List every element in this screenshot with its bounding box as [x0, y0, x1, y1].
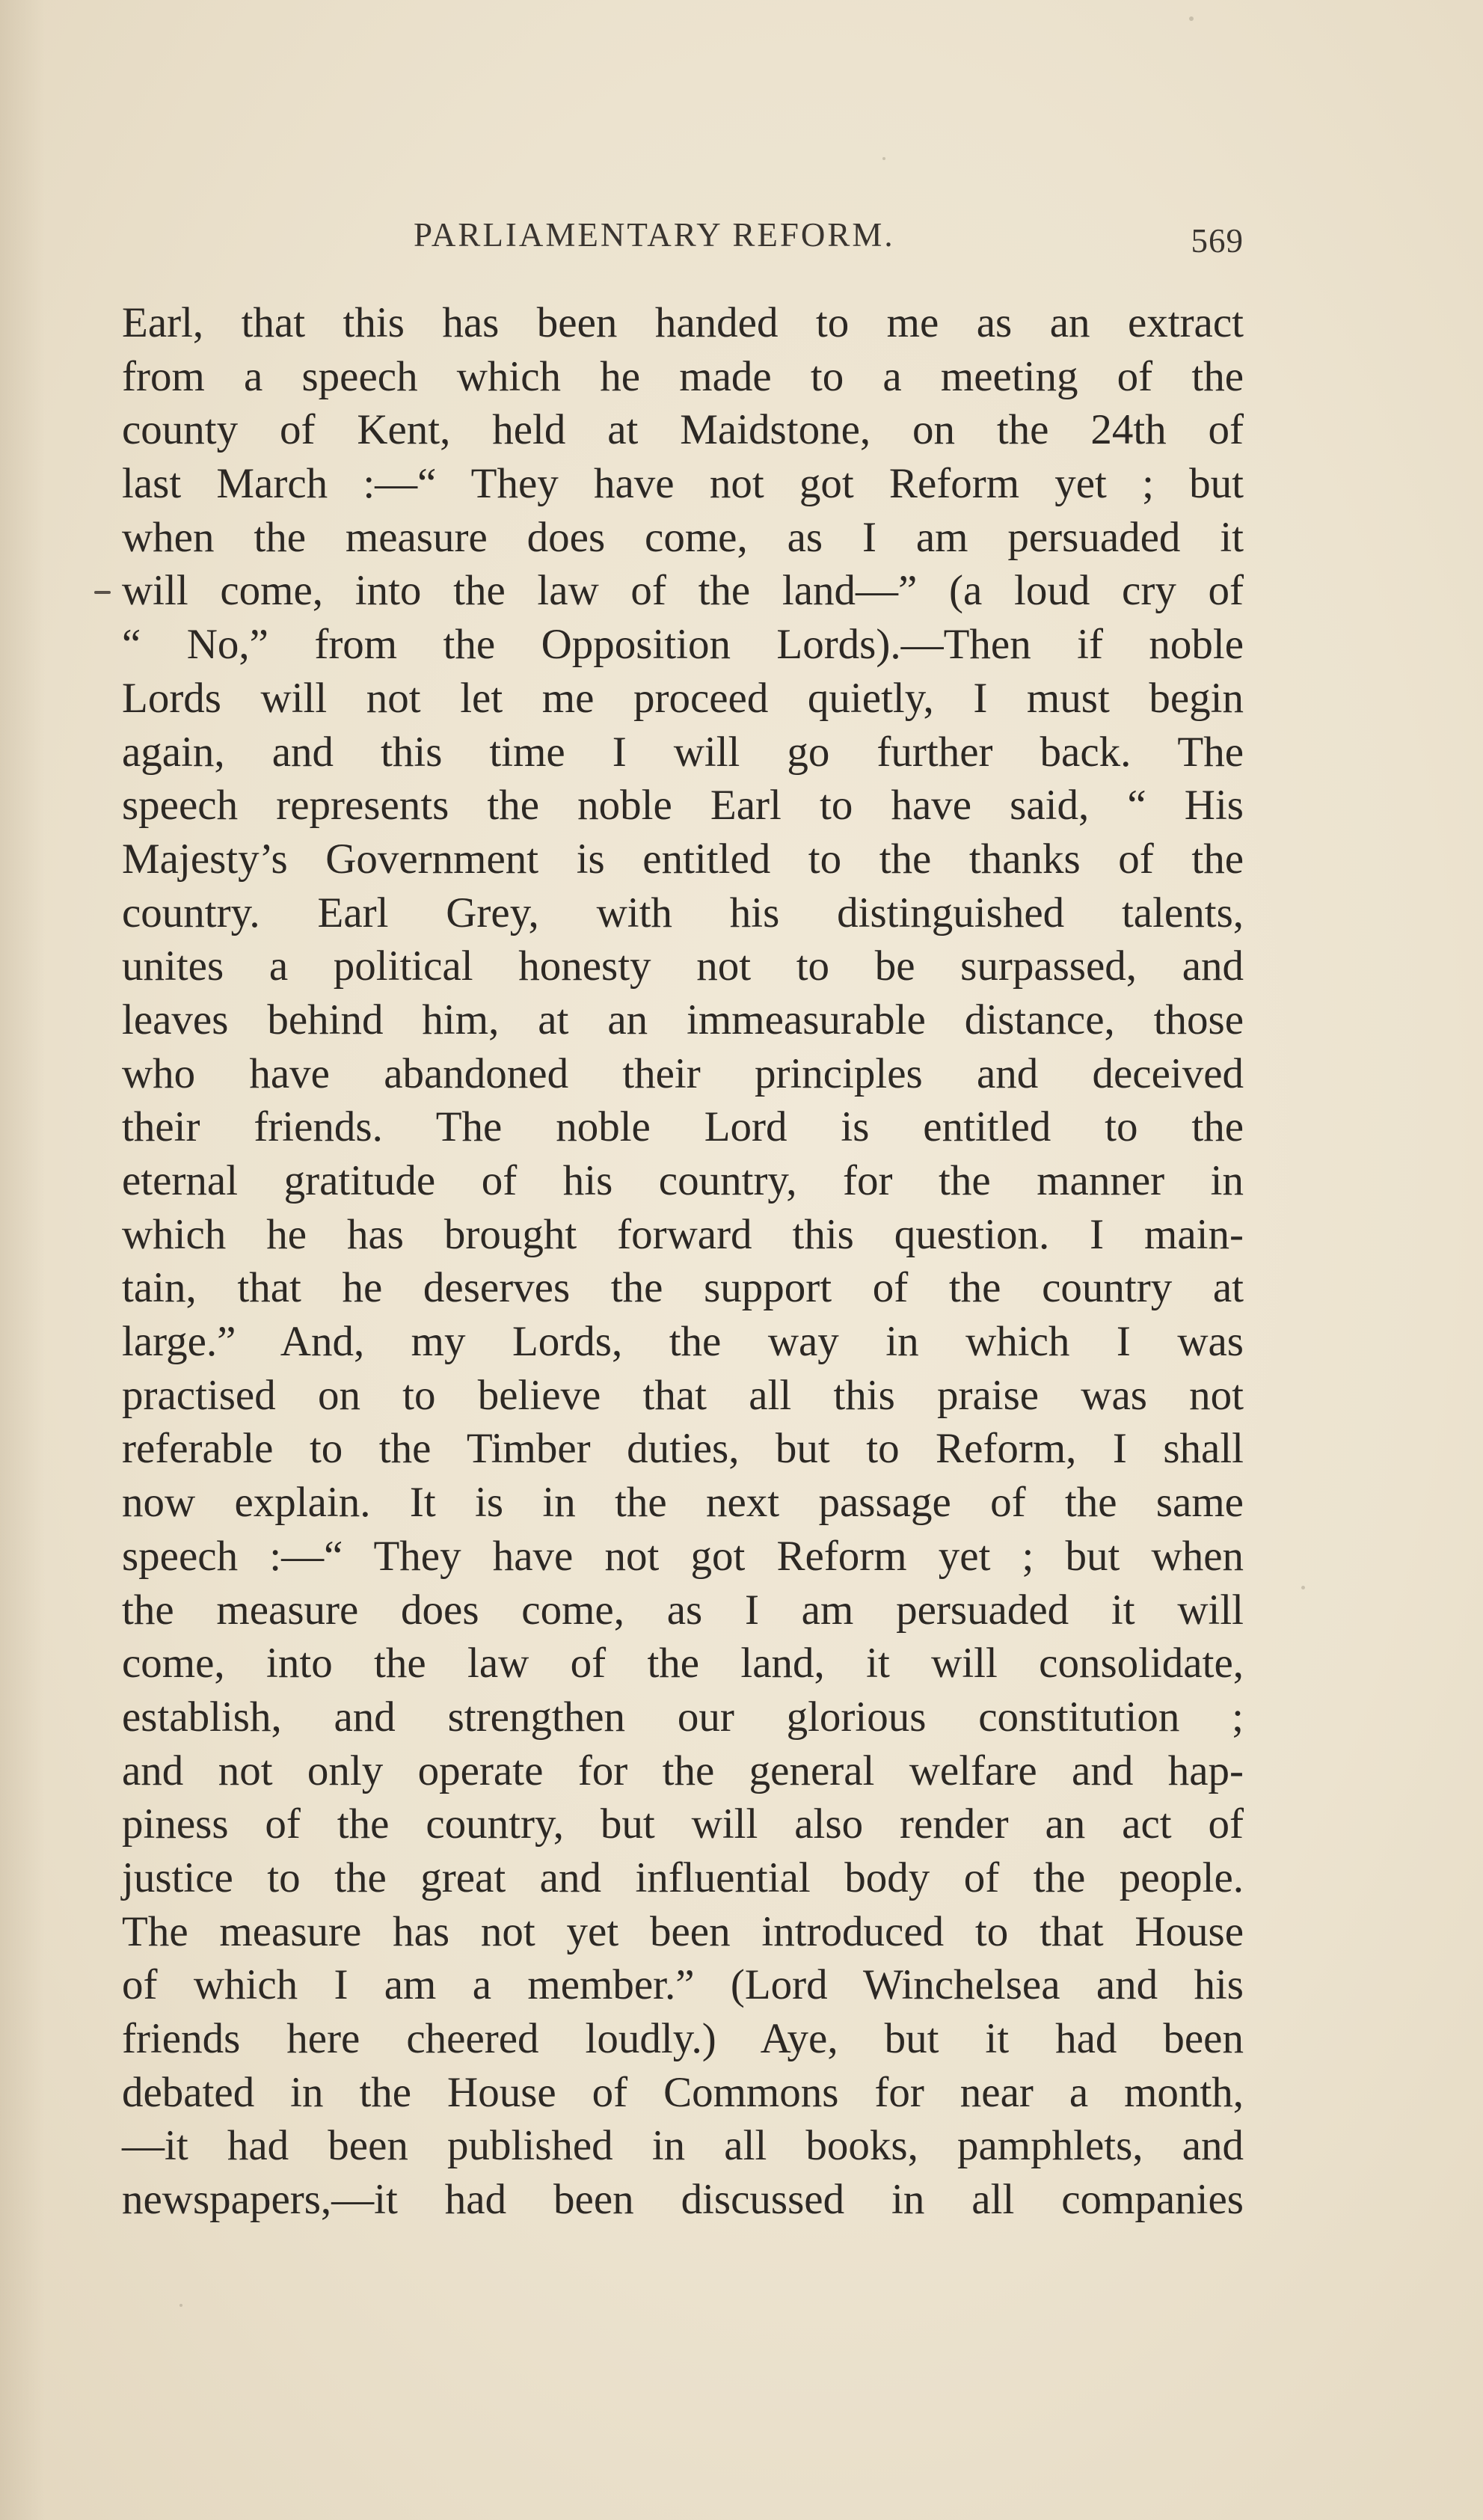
- text-line: which he has brought forward this question. I main-: [122, 1210, 1244, 1258]
- paper-speck: [1301, 1586, 1305, 1589]
- text-line: their friends. The noble Lord is entitled to the: [122, 1103, 1244, 1151]
- text-line: the measure does come, as I am persuaded it will: [122, 1586, 1244, 1634]
- text-line: Majesty’s Government is entitled to the thanks of the: [122, 835, 1244, 883]
- paper-speck: [1189, 16, 1194, 21]
- running-head-title: PARLIAMENTARY REFORM.: [414, 216, 895, 254]
- text-line: justice to the great and influential body of the people.: [122, 1854, 1244, 1901]
- text-line: country. Earl Grey, with his distinguished talents,: [122, 889, 1244, 936]
- text-line: speech :—“ They have not got Reform yet ; but when: [122, 1532, 1244, 1580]
- text-line: Lords will not let me proceed quietly, I must begin: [122, 674, 1244, 722]
- text-line: referable to the Timber duties, but to Reform, I shall: [122, 1425, 1244, 1473]
- paper-speck: [179, 2304, 182, 2307]
- page-number: 569: [1191, 222, 1244, 260]
- text-line: when the measure does come, as I am persuaded it: [122, 513, 1244, 561]
- text-line: who have abandoned their principles and deceived: [122, 1049, 1244, 1097]
- text-line: of which I am a member.” (Lord Winchelsea and his: [122, 1961, 1244, 2009]
- text-line: from a speech which he made to a meeting of the: [122, 352, 1244, 400]
- text-line: —it had been published in all books, pamphlets, and: [122, 2122, 1244, 2170]
- text-line: “ No,” from the Opposition Lords).—Then if noble: [122, 621, 1244, 669]
- text-line: practised on to believe that all this praise was not: [122, 1371, 1244, 1419]
- text-line: eternal gratitude of his country, for the manner in: [122, 1157, 1244, 1204]
- text-line: last March :—“ They have not got Reform yet ; but: [122, 460, 1244, 508]
- text-line: speech represents the noble Earl to have said, “ His: [122, 782, 1244, 830]
- body-text: [122, 296, 1244, 2227]
- text-line: piness of the country, but will also render an act of: [122, 1800, 1244, 1848]
- text-line: will come, into the law of the land—” (a loud cry of: [122, 567, 1244, 615]
- text-line: leaves behind him, at an immeasurable distance, those: [122, 996, 1244, 1043]
- text-line: newspapers,—it had been discussed in all companies: [122, 2176, 1244, 2224]
- text-line: tain, that he deserves the support of the country at: [122, 1264, 1244, 1312]
- text-line: county of Kent, held at Maidstone, on the 24th of: [122, 406, 1244, 454]
- text-line: large.” And, my Lords, the way in which I was: [122, 1318, 1244, 1366]
- text-line: unites a political honesty not to be surpassed, and: [122, 942, 1244, 990]
- text-line: come, into the law of the land, it will consolidate,: [122, 1640, 1244, 1687]
- text-line: now explain. It is in the next passage of the same: [122, 1479, 1244, 1527]
- page-fold-shadow: [0, 0, 45, 2520]
- text-line: establish, and strengthen our glorious constitution ;: [122, 1693, 1244, 1741]
- text-line: again, and this time I will go further back. The: [122, 728, 1244, 776]
- text-line: debated in the House of Commons for near a month,: [122, 2068, 1244, 2116]
- text-line: Earl, that this has been handed to me as an extract: [122, 299, 1244, 346]
- paper-speck: [882, 157, 885, 160]
- text-line: The measure has not yet been introduced to that House: [122, 1907, 1244, 1955]
- text-line: friends here cheered loudly.) Aye, but it had been: [122, 2015, 1244, 2062]
- text-line: and not only operate for the general welfare and hap-: [122, 1747, 1244, 1794]
- running-head: [122, 215, 1244, 268]
- margin-mark: [94, 591, 111, 594]
